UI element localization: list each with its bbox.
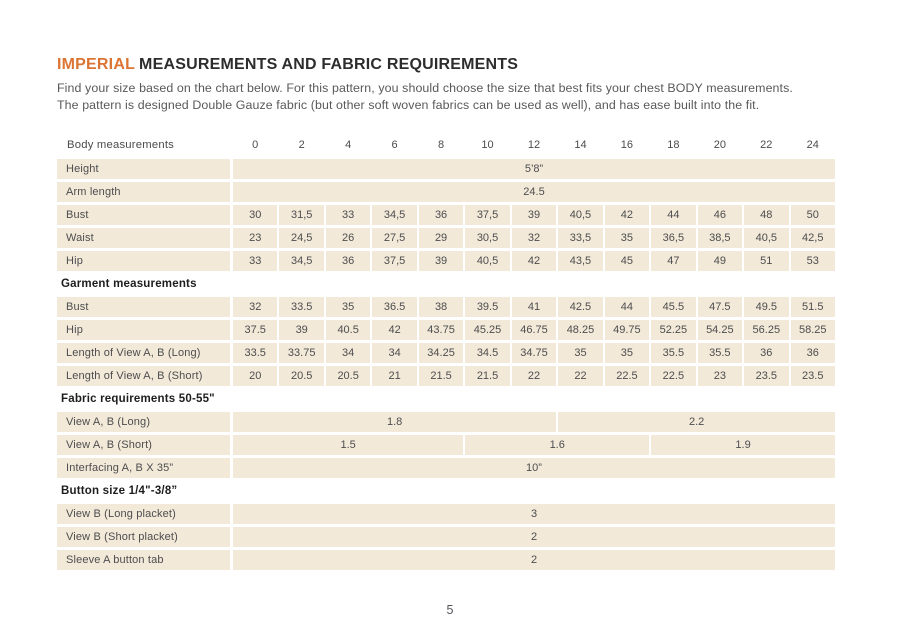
row-label: View A, B (Short) — [57, 435, 230, 455]
measurement-cell: 49.75 — [605, 320, 649, 340]
size-column-header: 20 — [713, 139, 726, 151]
measurement-cell: 34.75 — [512, 343, 556, 363]
measurement-cell: 41 — [512, 297, 556, 317]
section-header-row — [57, 274, 835, 294]
section-header-row — [57, 389, 835, 409]
measurement-cell: 36.5 — [372, 297, 416, 317]
size-column-header: 18 — [667, 139, 680, 151]
measurement-cell: 43.75 — [419, 320, 463, 340]
measurement-cell: 1.8 — [233, 412, 556, 432]
size-column-header: 8 — [438, 139, 445, 151]
measurement-cell: 22.5 — [651, 366, 695, 386]
measurement-cell: 48 — [744, 205, 788, 225]
measurement-cell: 35 — [605, 228, 649, 248]
table-row — [57, 504, 835, 524]
measurement-cell: 46.75 — [512, 320, 556, 340]
measurement-cell: 21 — [372, 366, 416, 386]
measurement-cell: 32 — [233, 297, 277, 317]
measurement-cell: 29 — [419, 228, 463, 248]
measurement-cell: 22.5 — [605, 366, 649, 386]
row-label: View B (Long placket) — [57, 504, 230, 524]
measurement-cell: 51.5 — [791, 297, 835, 317]
measurement-cell: 51 — [744, 251, 788, 271]
measurement-cell: 33.5 — [233, 343, 277, 363]
measurement-cell: 35.5 — [698, 343, 742, 363]
table-row — [57, 251, 835, 271]
table-row — [57, 366, 835, 386]
measurement-cell: 40.5 — [326, 320, 370, 340]
measurement-cell: 40,5 — [558, 205, 602, 225]
row-cells — [233, 550, 835, 570]
row-label: Interfacing A, B X 35” — [57, 458, 230, 478]
row-cells — [233, 458, 835, 478]
measurement-cell: 2.2 — [558, 412, 835, 432]
row-label: Length of View A, B (Long) — [57, 343, 230, 363]
measurement-cell: 23 — [698, 366, 742, 386]
table-row — [57, 527, 835, 547]
measurement-cell: 24,5 — [279, 228, 323, 248]
measurement-cell: 36,5 — [651, 228, 695, 248]
measurement-cell: 49 — [698, 251, 742, 271]
table-header-row — [57, 134, 835, 156]
measurement-cell: 54.25 — [698, 320, 742, 340]
table-row — [57, 205, 835, 225]
row-cells — [233, 343, 835, 363]
measurement-cell: 34,5 — [372, 205, 416, 225]
table-header-label: Body measurements — [67, 139, 175, 151]
measurement-cell: 45 — [605, 251, 649, 271]
row-cells — [233, 435, 835, 455]
measurement-cell: 46 — [698, 205, 742, 225]
measurement-cell: 27,5 — [372, 228, 416, 248]
table-row — [57, 458, 835, 478]
table-row — [57, 159, 835, 179]
measurement-cell: 1.6 — [465, 435, 649, 455]
measurement-cell: 24.5 — [233, 182, 835, 202]
intro-text — [57, 80, 835, 113]
measurement-cell: 37,5 — [465, 205, 509, 225]
measurement-cell: 42.5 — [558, 297, 602, 317]
row-cells — [233, 297, 835, 317]
measurement-cell: 5’8” — [233, 159, 835, 179]
table-row — [57, 550, 835, 570]
measurement-cell: 3 — [233, 504, 835, 524]
measurement-cell: 52.25 — [651, 320, 695, 340]
row-cells — [233, 527, 835, 547]
measurement-cell: 22 — [558, 366, 602, 386]
measurement-cell: 34 — [372, 343, 416, 363]
table-row — [57, 182, 835, 202]
page-title — [57, 55, 835, 75]
measurement-cell: 31,5 — [279, 205, 323, 225]
size-column-headers — [233, 134, 835, 156]
size-column-header: 6 — [391, 139, 398, 151]
row-label: Hip — [57, 320, 230, 340]
measurement-cell: 20.5 — [326, 366, 370, 386]
size-column-header: 2 — [298, 139, 305, 151]
measurement-cell: 45.5 — [651, 297, 695, 317]
measurement-cell: 35 — [326, 297, 370, 317]
size-column-header: 10 — [481, 139, 494, 151]
section-title: Garment measurements — [61, 278, 197, 290]
measurement-cell: 39.5 — [465, 297, 509, 317]
measurement-cell: 2 — [233, 527, 835, 547]
measurement-cell: 35 — [558, 343, 602, 363]
measurement-cell: 49.5 — [744, 297, 788, 317]
measurement-cell: 2 — [233, 550, 835, 570]
measurement-cell: 1.9 — [651, 435, 835, 455]
measurement-cell: 38 — [419, 297, 463, 317]
page-number: 5 — [446, 603, 454, 617]
measurement-cell: 50 — [791, 205, 835, 225]
measurement-cell: 56.25 — [744, 320, 788, 340]
measurement-cell: 33.5 — [279, 297, 323, 317]
measurement-cell: 36 — [744, 343, 788, 363]
measurement-cell: 40,5 — [744, 228, 788, 248]
measurement-cell: 35.5 — [651, 343, 695, 363]
measurement-cell: 30,5 — [465, 228, 509, 248]
row-label: Length of View A, B (Short) — [57, 366, 230, 386]
row-label: Bust — [57, 205, 230, 225]
row-cells — [233, 228, 835, 248]
measurement-cell: 33 — [326, 205, 370, 225]
measurement-cell: 42,5 — [791, 228, 835, 248]
table-row — [57, 343, 835, 363]
row-cells — [233, 366, 835, 386]
row-cells — [233, 205, 835, 225]
row-cells — [233, 412, 835, 432]
row-label: Sleeve A button tab — [57, 550, 230, 570]
row-label: Waist — [57, 228, 230, 248]
measurement-cell: 33 — [233, 251, 277, 271]
size-column-header: 0 — [252, 139, 259, 151]
measurement-cell: 39 — [279, 320, 323, 340]
row-cells — [233, 182, 835, 202]
measurement-cell: 34 — [326, 343, 370, 363]
table-row — [57, 435, 835, 455]
size-column-header: 4 — [345, 139, 352, 151]
measurement-cell: 30 — [233, 205, 277, 225]
measurement-table — [57, 134, 835, 570]
row-label: View A, B (Long) — [57, 412, 230, 432]
measurement-cell: 44 — [605, 297, 649, 317]
section-header-row — [57, 481, 835, 501]
measurement-cell: 35 — [605, 343, 649, 363]
measurement-cell: 33.75 — [279, 343, 323, 363]
table-rows — [57, 159, 835, 570]
row-label: Hip — [57, 251, 230, 271]
row-cells — [233, 320, 835, 340]
section-title: Fabric requirements 50-55" — [61, 393, 215, 405]
measurement-cell: 36 — [419, 205, 463, 225]
page-content — [57, 55, 835, 573]
measurement-cell: 34.5 — [465, 343, 509, 363]
measurement-cell: 37.5 — [233, 320, 277, 340]
measurement-cell: 34.25 — [419, 343, 463, 363]
size-column-header: 22 — [760, 139, 773, 151]
row-label: Height — [57, 159, 230, 179]
measurement-cell: 34,5 — [279, 251, 323, 271]
size-column-header: 24 — [806, 139, 819, 151]
measurement-cell: 43,5 — [558, 251, 602, 271]
measurement-cell: 48.25 — [558, 320, 602, 340]
size-column-header: 12 — [527, 139, 541, 151]
measurement-cell: 42 — [372, 320, 416, 340]
section-title: Button size 1/4"-3/8” — [61, 485, 178, 497]
measurement-cell: 42 — [512, 251, 556, 271]
table-row — [57, 320, 835, 340]
measurement-cell: 23.5 — [744, 366, 788, 386]
title-rest: MEASUREMENTS AND FABRIC REQUIREMENTS — [139, 56, 519, 73]
measurement-cell: 53 — [791, 251, 835, 271]
measurement-cell: 36 — [791, 343, 835, 363]
table-row — [57, 228, 835, 248]
measurement-cell: 1.5 — [233, 435, 463, 455]
table-row — [57, 297, 835, 317]
measurement-cell: 37,5 — [372, 251, 416, 271]
size-column-header: 14 — [574, 139, 587, 151]
table-row — [57, 412, 835, 432]
measurement-cell: 36 — [326, 251, 370, 271]
measurement-cell: 23 — [233, 228, 277, 248]
measurement-cell: 47.5 — [698, 297, 742, 317]
row-cells — [233, 159, 835, 179]
measurement-cell: 26 — [326, 228, 370, 248]
measurement-cell: 22 — [512, 366, 556, 386]
measurement-cell: 45.25 — [465, 320, 509, 340]
measurement-cell: 20 — [233, 366, 277, 386]
measurement-cell: 33,5 — [558, 228, 602, 248]
row-label: Bust — [57, 297, 230, 317]
measurement-cell: 23.5 — [791, 366, 835, 386]
measurement-cell: 44 — [651, 205, 695, 225]
measurement-cell: 47 — [651, 251, 695, 271]
row-cells — [233, 251, 835, 271]
intro-line-1: Find your size based on the chart below. For this pattern, you should choose the size that best fits your chest BODY measurements. — [57, 81, 793, 95]
measurement-cell: 42 — [605, 205, 649, 225]
measurement-cell: 21.5 — [419, 366, 463, 386]
intro-line-2: The pattern is designed Double Gauze fabric (but other soft woven fabrics can be used as well), and has ease built into the fit. — [57, 97, 760, 112]
measurement-cell: 20.5 — [279, 366, 323, 386]
row-label: View B (Short placket) — [57, 527, 230, 547]
measurement-cell: 39 — [512, 205, 556, 225]
measurement-cell: 39 — [419, 251, 463, 271]
measurement-cell: 10” — [233, 458, 835, 478]
row-cells — [233, 504, 835, 524]
row-label: Arm length — [57, 182, 230, 202]
measurement-cell: 58.25 — [791, 320, 835, 340]
measurement-cell: 40,5 — [465, 251, 509, 271]
size-column-header: 16 — [620, 139, 634, 151]
measurement-cell: 21.5 — [465, 366, 509, 386]
title-accent: IMPERIAL — [57, 56, 136, 73]
measurement-cell: 38,5 — [698, 228, 742, 248]
measurement-cell: 32 — [512, 228, 556, 248]
